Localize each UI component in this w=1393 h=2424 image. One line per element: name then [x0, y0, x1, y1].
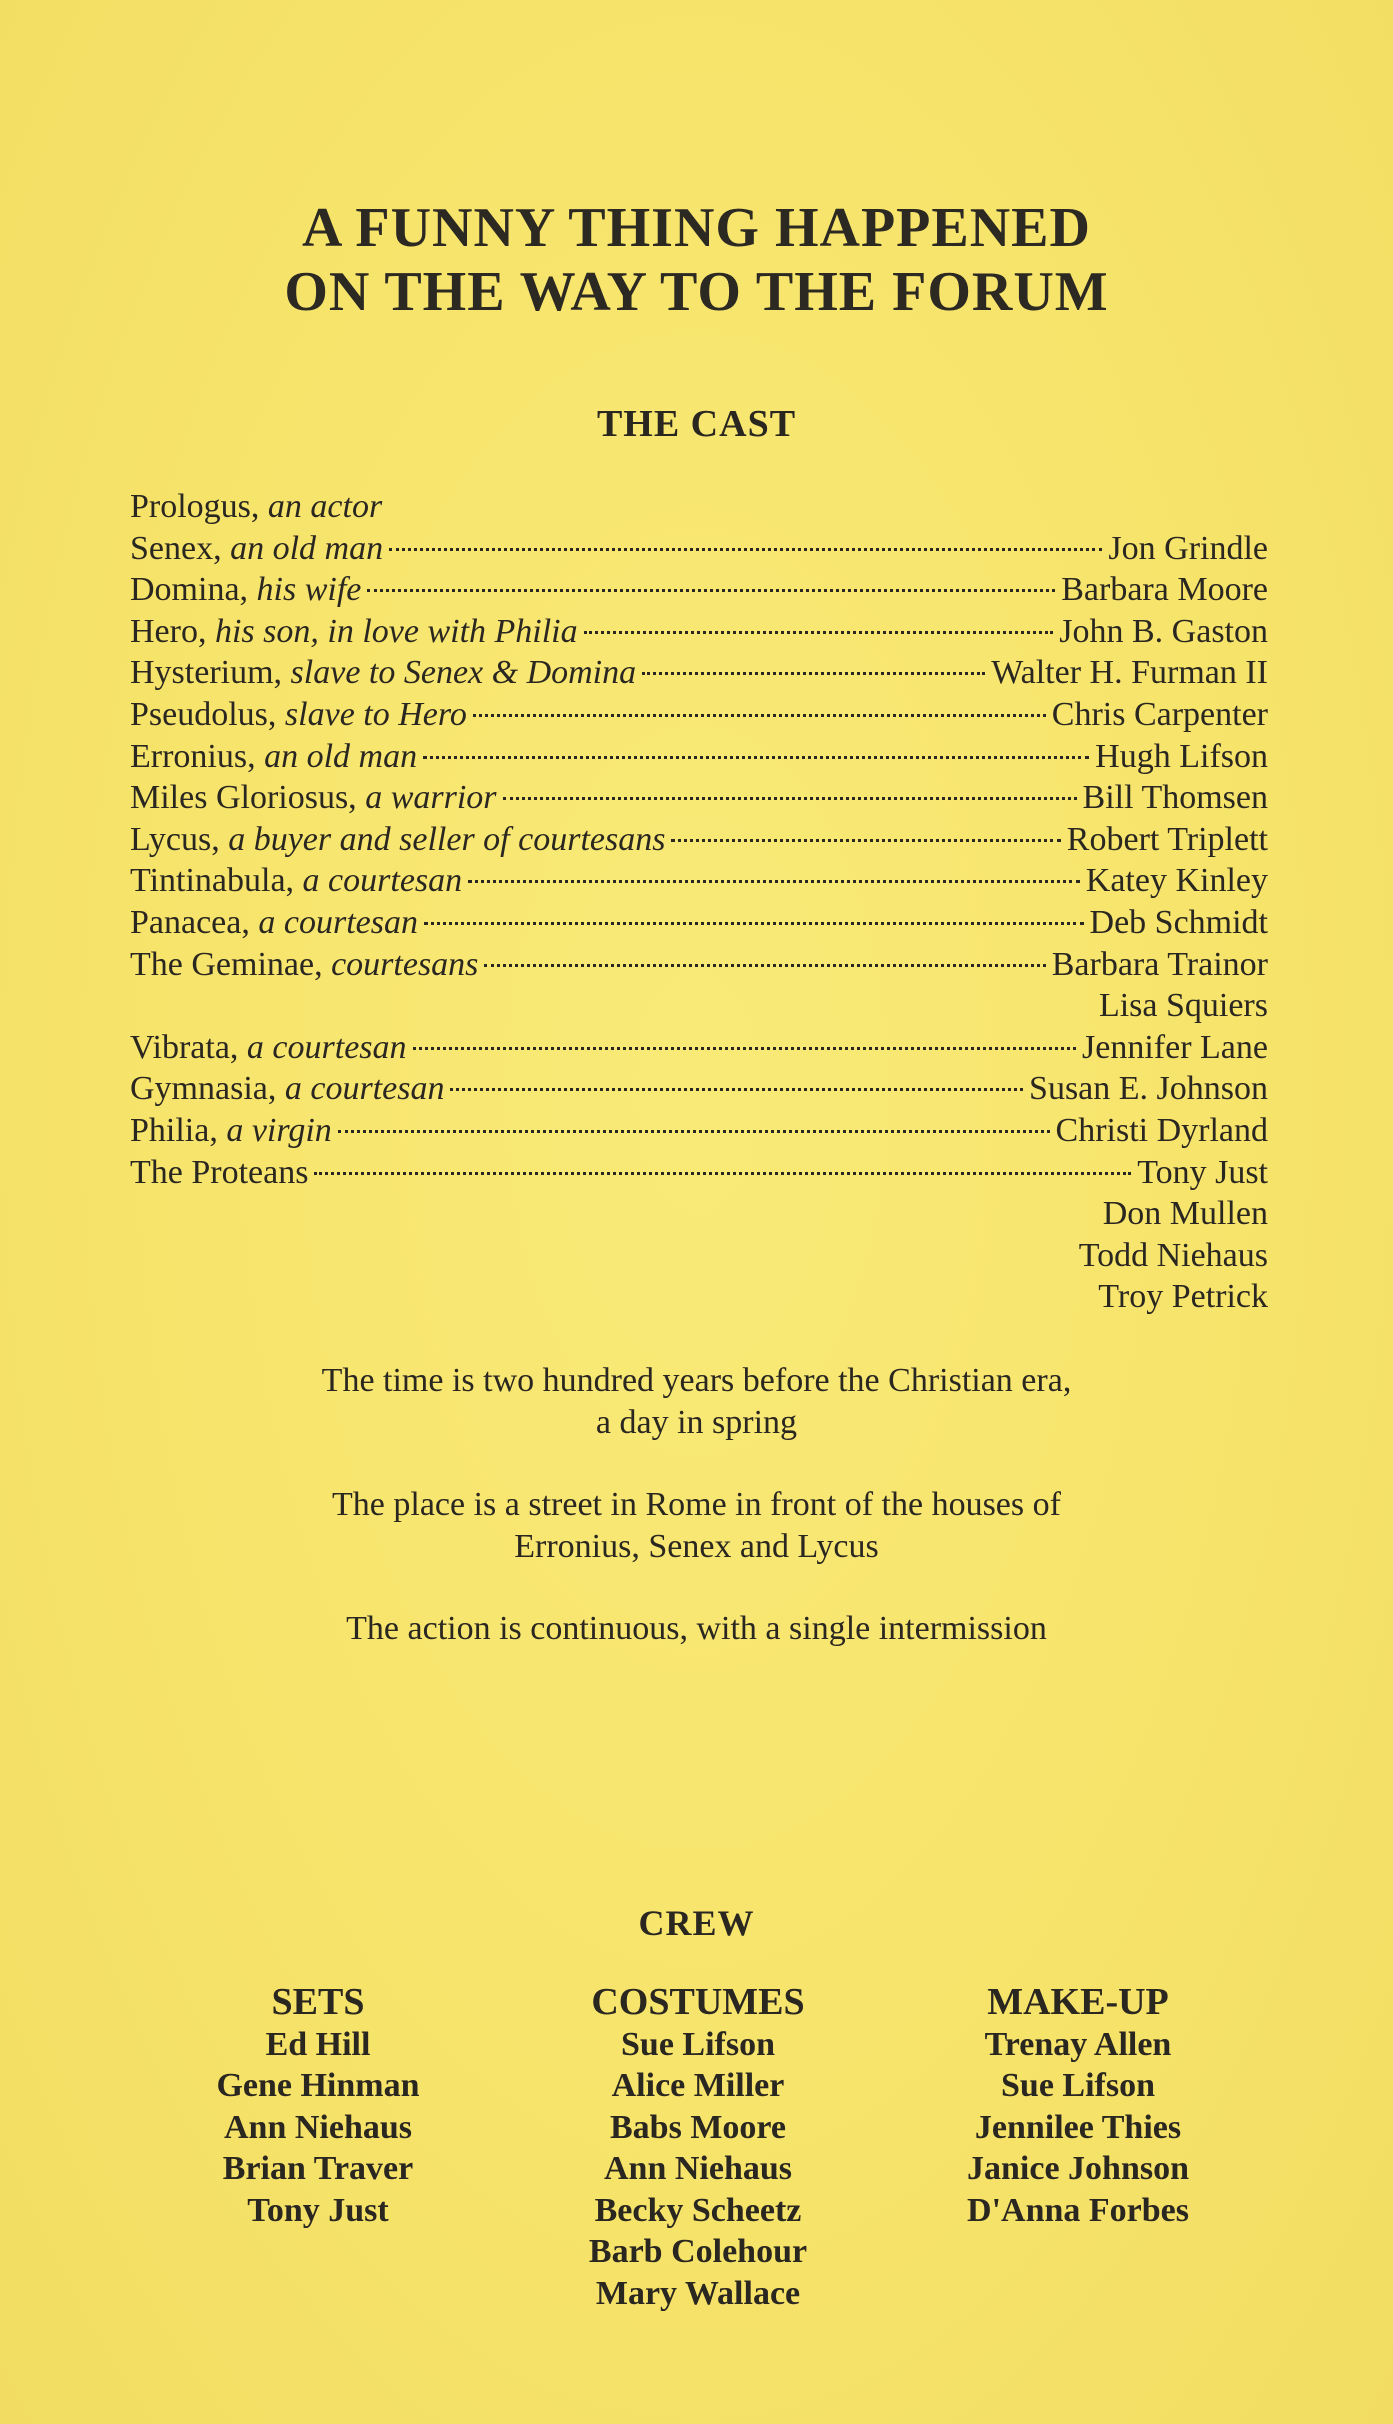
- leader-dots: [389, 548, 1102, 551]
- character-description: a warrior: [365, 779, 497, 817]
- crew-member: Mary Wallace: [595, 2274, 801, 2312]
- character-name: Vibrata,: [130, 1028, 239, 1066]
- actor-name: Jennifer Lane: [1082, 1028, 1268, 1066]
- leader-dots: [338, 1130, 1050, 1133]
- character-description: an old man: [264, 737, 418, 775]
- character-description: a courtesan: [284, 1070, 445, 1108]
- leader-dots: [484, 964, 1045, 967]
- character-name: The Geminae,: [130, 945, 323, 983]
- cast-row: [130, 1152, 1268, 1194]
- character-name: Hysterium,: [130, 654, 283, 692]
- cast-role: [130, 694, 467, 736]
- actor-name: Deb Schmidt: [1089, 903, 1268, 941]
- cast-heading: THE CAST: [596, 403, 797, 445]
- crew-member: Sue Lifson: [1001, 2067, 1155, 2104]
- crew-member: Brian Traver: [222, 2150, 414, 2187]
- crew-member: Babs Moore: [610, 2108, 786, 2146]
- cast-row: [130, 1110, 1268, 1152]
- cast-role: [130, 1068, 444, 1110]
- crew-member: Becky Scheetz: [594, 2191, 802, 2229]
- character-description: slave to Senex & Domina: [290, 654, 637, 692]
- actor-name: Todd Niehaus: [1078, 1236, 1268, 1274]
- cast-role: [130, 860, 462, 902]
- crew-member: D'Anna Forbes: [967, 2191, 1189, 2229]
- title-line-1: A FUNNY THING HAPPENED: [302, 197, 1091, 259]
- character-name: Senex,: [130, 529, 222, 567]
- actor-name: Christi Dyrland: [1055, 1111, 1268, 1149]
- cast-role: [130, 944, 478, 986]
- cast-row: [130, 1193, 1268, 1235]
- actor-name: Susan E. Johnson: [1029, 1070, 1268, 1108]
- actor-name: Don Mullen: [1102, 1195, 1268, 1233]
- cast-role: [130, 1110, 332, 1152]
- character-name: Domina,: [130, 571, 249, 609]
- cast-role: [130, 569, 361, 611]
- time-note: [0, 1360, 1393, 1444]
- crew-column-makeup: [908, 1982, 1248, 2231]
- cast-role: [130, 486, 382, 528]
- character-name: Pseudolus,: [130, 695, 277, 733]
- crew-member: Gene Hinman: [216, 2067, 420, 2104]
- actor-name: Walter H. Furman II: [991, 654, 1268, 692]
- cast-row: [130, 736, 1268, 778]
- crew-column-costumes: [528, 1982, 868, 2314]
- crew-member: Tony Just: [247, 2191, 389, 2229]
- character-description: slave to Hero: [284, 695, 467, 733]
- character-name: Tintinabula,: [130, 862, 295, 900]
- actor-name: Tony Just: [1137, 1153, 1268, 1191]
- crew-member: Jennilee Thies: [974, 2108, 1182, 2146]
- crew-member: Janice Johnson: [967, 2150, 1189, 2187]
- cast-row: [130, 1235, 1268, 1277]
- character-description: a virgin: [226, 1111, 332, 1149]
- place-note-line-1: The place is a street in Rome in front of the houses of: [332, 1486, 1061, 1523]
- crew-member: Trenay Allen: [984, 2025, 1172, 2063]
- place-note-line-2: Erronius, Senex and Lycus: [514, 1528, 879, 1565]
- crew-member: Sue Lifson: [621, 2025, 775, 2063]
- cast-role: [130, 1027, 407, 1069]
- leader-dots: [671, 839, 1060, 842]
- character-description: an actor: [267, 488, 383, 525]
- character-description: a buyer and seller of courtesans: [228, 820, 666, 858]
- leader-dots: [450, 1088, 1023, 1091]
- cast-role: [130, 777, 497, 819]
- title-line-2: ON THE WAY TO THE FORUM: [284, 261, 1109, 323]
- character-name: Erronius,: [130, 737, 256, 775]
- cast-row: [130, 1276, 1268, 1318]
- action-note: The action is continuous, with a single intermission: [346, 1610, 1047, 1647]
- actor-name: Barbara Moore: [1061, 571, 1268, 609]
- cast-role: [130, 611, 578, 653]
- actor-name: Chris Carpenter: [1051, 695, 1268, 733]
- cast-role: [130, 528, 383, 570]
- character-name: Gymnasia,: [130, 1070, 277, 1108]
- crew-column-sets: [148, 1982, 488, 2231]
- character-name: Philia,: [130, 1111, 218, 1149]
- cast-role: [130, 1152, 308, 1194]
- actor-name: Jon Grindle: [1108, 529, 1268, 567]
- cast-row: [130, 902, 1268, 944]
- cast-row: [130, 611, 1268, 653]
- actor-name: Barbara Trainor: [1051, 945, 1268, 983]
- leader-dots: [423, 756, 1089, 759]
- crew-member: Ed Hill: [265, 2025, 371, 2063]
- character-name: The Proteans: [130, 1153, 309, 1191]
- character-description: an old man: [230, 529, 384, 567]
- actor-name: Robert Triplett: [1066, 820, 1268, 858]
- character-name: Hero,: [130, 612, 207, 650]
- cast-row: [130, 694, 1268, 736]
- character-description: a courtesan: [302, 862, 463, 900]
- cast-list: [130, 486, 1268, 1318]
- actor-name: Lisa Squiers: [1098, 987, 1268, 1025]
- leader-dots: [424, 922, 1084, 925]
- cast-row: [130, 819, 1268, 861]
- leader-dots: [314, 1172, 1131, 1175]
- leader-dots: [503, 797, 1077, 800]
- leader-dots: [468, 880, 1080, 883]
- character-name: Lycus,: [130, 820, 220, 858]
- cast-row: [130, 944, 1268, 986]
- cast-row: [130, 860, 1268, 902]
- crew-member: Alice Miller: [611, 2067, 785, 2104]
- cast-row: [130, 486, 1268, 528]
- crew-member: Ann Niehaus: [223, 2108, 412, 2146]
- cast-row: [130, 985, 1268, 1027]
- time-note-line-1: The time is two hundred years before the Christian era,: [321, 1362, 1072, 1399]
- crew-makeup-heading: MAKE-UP: [987, 1981, 1169, 2023]
- cast-role: [130, 902, 418, 944]
- leader-dots: [642, 672, 985, 675]
- cast-row: [130, 1068, 1268, 1110]
- leader-dots: [473, 714, 1046, 717]
- leader-dots: [584, 631, 1054, 634]
- crew-member: Ann Niehaus: [603, 2150, 792, 2187]
- show-title: [0, 196, 1393, 324]
- character-description: courtesans: [331, 945, 479, 983]
- actor-name: Troy Petrick: [1098, 1278, 1268, 1316]
- crew-heading: CREW: [638, 1903, 755, 1943]
- cast-row: [130, 528, 1268, 570]
- cast-role: [130, 736, 417, 778]
- cast-row: [130, 1027, 1268, 1069]
- character-description: his wife: [256, 571, 362, 609]
- cast-row: [130, 777, 1268, 819]
- character-description: a courtesan: [258, 903, 418, 941]
- actor-name: Katey Kinley: [1085, 862, 1268, 900]
- character-description: a courtesan: [246, 1028, 407, 1066]
- cast-row: [130, 652, 1268, 694]
- cast-role: [130, 819, 665, 861]
- character-name: Prologus,: [130, 488, 260, 525]
- cast-role: [130, 652, 636, 694]
- character-description: his son, in love with Philia: [214, 612, 578, 650]
- crew-sets-heading: SETS: [271, 1981, 365, 2023]
- character-name: Miles Gloriosus,: [130, 779, 357, 817]
- character-name: Panacea,: [130, 903, 250, 941]
- cast-row: [130, 569, 1268, 611]
- actor-name: John B. Gaston: [1059, 612, 1268, 650]
- place-note: [0, 1484, 1393, 1568]
- actor-name: Bill Thomsen: [1082, 779, 1268, 817]
- actor-name: Hugh Lifson: [1095, 737, 1268, 775]
- time-note-line-2: a day in spring: [595, 1404, 798, 1441]
- setting-notes: [0, 1360, 1393, 1690]
- leader-dots: [367, 589, 1055, 592]
- crew-member: Barb Colehour: [588, 2233, 808, 2270]
- leader-dots: [413, 1047, 1077, 1050]
- crew-costumes-heading: COSTUMES: [591, 1981, 805, 2023]
